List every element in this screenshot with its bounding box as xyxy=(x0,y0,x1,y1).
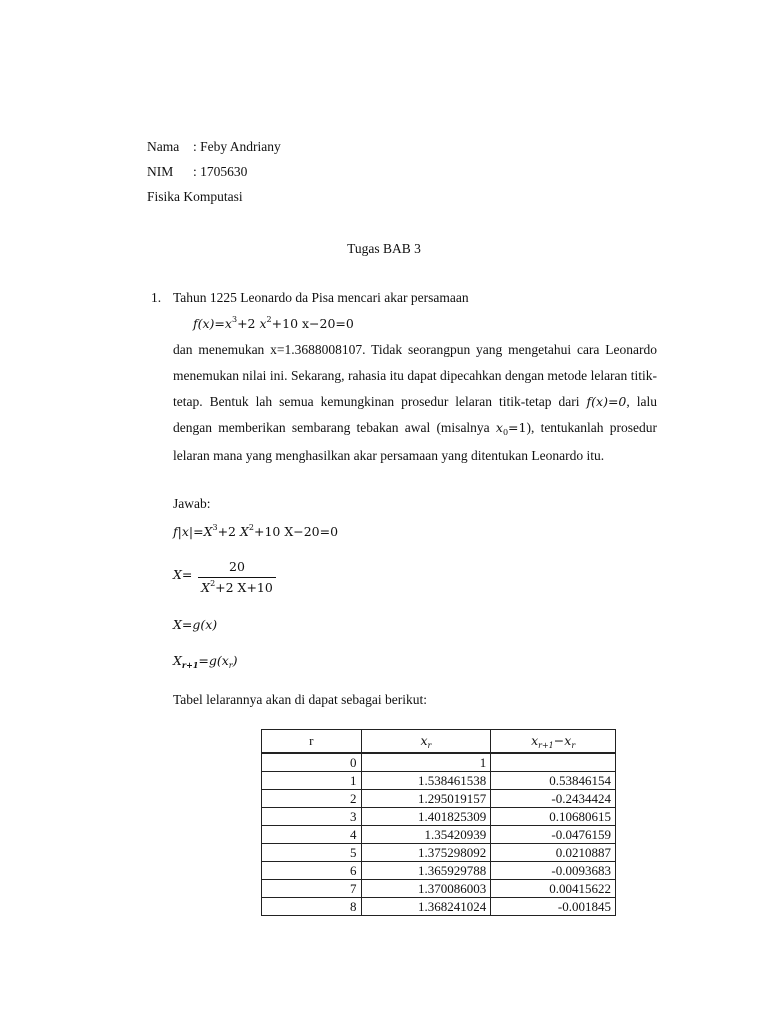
cell-r: 1 xyxy=(262,772,362,790)
table-row xyxy=(262,898,616,916)
header-xr: $x_r$ xyxy=(361,730,491,754)
cell-xr: 1.538461538 xyxy=(361,772,491,790)
fraction-denominator: $X^2+2$ X+10 xyxy=(201,579,273,595)
question-intro: Tahun 1225 Leonardo da Pisa mencari akar persamaan xyxy=(173,290,469,305)
cell-diff: 0.53846154 xyxy=(491,772,616,790)
answer-equation-1: $f|x|=X^3+2$ $X^2+10$ X−20=0 xyxy=(173,523,339,539)
cell-xr: 1.401825309 xyxy=(361,808,491,826)
table-row xyxy=(262,790,616,808)
cell-xr: 1.35420939 xyxy=(361,826,491,844)
header-diff: $x_{r+1}-x_r$ xyxy=(491,730,616,754)
table-intro: Tabel lelarannya akan di dapat sebagai berikut: xyxy=(173,692,427,707)
cell-r: 4 xyxy=(262,826,362,844)
cell-r: 2 xyxy=(262,790,362,808)
cell-r: 0 xyxy=(262,753,362,772)
table-row xyxy=(262,880,616,898)
cell-r: 3 xyxy=(262,808,362,826)
question-equation: $f(x)=x^3+2$ $x^2+10$ x−20=0 xyxy=(193,315,354,331)
inline-x0: $x_0=1$ xyxy=(495,420,527,437)
question-number: 1. xyxy=(151,290,162,305)
table-body xyxy=(262,753,616,916)
answer-equation-4: $X_{r+1}=g(x_r)$ xyxy=(173,653,238,670)
table-row xyxy=(262,808,616,826)
header-r: r xyxy=(262,730,362,754)
answer-equation-2-fraction: 20 $X^2+2$ X+10 xyxy=(198,559,276,595)
cell-diff: 0.00415622 xyxy=(491,880,616,898)
cell-xr: 1.295019157 xyxy=(361,790,491,808)
table-row xyxy=(262,772,616,790)
inline-fx-equation: f(x)=0 xyxy=(586,394,627,409)
iteration-table xyxy=(261,729,616,916)
cell-xr: 1.368241024 xyxy=(361,898,491,916)
cell-xr: 1 xyxy=(361,753,491,772)
nim-label: NIM xyxy=(147,164,174,179)
course-name: Fisika Komputasi xyxy=(147,189,243,204)
name-label: Nama xyxy=(147,139,180,154)
answer-label: Jawab: xyxy=(173,496,211,511)
answer-equation-2-lhs: X= xyxy=(173,567,193,582)
cell-xr: 1.365929788 xyxy=(361,862,491,880)
fraction-bar xyxy=(198,577,276,578)
table-row xyxy=(262,844,616,862)
cell-diff: 0.10680615 xyxy=(491,808,616,826)
cell-diff xyxy=(491,753,616,772)
table-row xyxy=(262,862,616,880)
page-title: Tugas BAB 3 xyxy=(347,241,421,256)
cell-diff: -0.2434424 xyxy=(491,790,616,808)
cell-r: 6 xyxy=(262,862,362,880)
cell-r: 7 xyxy=(262,880,362,898)
cell-xr: 1.370086003 xyxy=(361,880,491,898)
cell-diff: 0.0210887 xyxy=(491,844,616,862)
answer-equation-3: X=g(x) xyxy=(173,617,218,632)
name-value: : Feby Andriany xyxy=(193,139,281,154)
table-header-row xyxy=(262,730,616,754)
table-row xyxy=(262,753,616,772)
cell-diff: -0.001845 xyxy=(491,898,616,916)
cell-diff: -0.0476159 xyxy=(491,826,616,844)
question-body: dan menemukan x=1.3688008107. Tidak seorangpun yang mengetahui cara Leonardo menemukan nilai ini. Sekarang, rahasia itu dapat dipecahkan dengan metode lelaran titik-tetap. Bentuk lah semua kemungkinan prosedur lelaran titik-tetap dari f(x)=0, lalu dengan memberikan sembarang tebakan awal (misalnya $x_0=1$), tentukanlah prosedur lelaran mana yang menghasilkan akar persamaan yang ditentukan Leonardo itu. xyxy=(173,342,657,463)
nim-value: : 1705630 xyxy=(193,164,248,179)
cell-diff: -0.0093683 xyxy=(491,862,616,880)
table-row xyxy=(262,826,616,844)
cell-xr: 1.375298092 xyxy=(361,844,491,862)
cell-r: 8 xyxy=(262,898,362,916)
cell-r: 5 xyxy=(262,844,362,862)
